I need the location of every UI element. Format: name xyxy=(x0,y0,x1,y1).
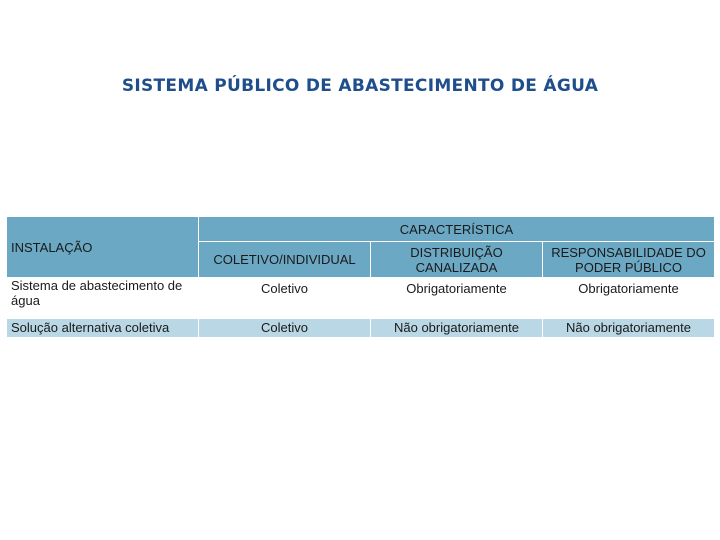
header-coletivo-individual: COLETIVO/INDIVIDUAL xyxy=(199,242,371,278)
cell-coletivo-individual: Coletivo xyxy=(199,319,371,338)
cell-distribuicao-canalizada: Obrigatoriamente xyxy=(371,278,543,319)
header-caracteristica: CARACTERÍSTICA xyxy=(199,217,715,242)
header-distribuicao-canalizada: DISTRIBUIÇÃO CANALIZADA xyxy=(371,242,543,278)
cell-responsabilidade: Obrigatoriamente xyxy=(543,278,715,319)
header-instalacao: INSTALAÇÃO xyxy=(7,217,199,278)
cell-responsabilidade: Não obrigatoriamente xyxy=(543,319,715,338)
cell-instalacao: Sistema de abastecimento de água xyxy=(7,278,199,319)
slide-title: SISTEMA PÚBLICO DE ABASTECIMENTO DE ÁGUA xyxy=(121,76,599,96)
table-row xyxy=(7,319,715,338)
header-responsabilidade: RESPONSABILIDADE DO PODER PÚBLICO xyxy=(543,242,715,278)
table-row xyxy=(7,278,715,319)
cell-instalacao: Solução alternativa coletiva xyxy=(7,319,199,338)
header-row-top xyxy=(7,217,715,242)
cell-distribuicao-canalizada: Não obrigatoriamente xyxy=(371,319,543,338)
characteristics-table xyxy=(6,216,715,338)
cell-coletivo-individual: Coletivo xyxy=(199,278,371,319)
